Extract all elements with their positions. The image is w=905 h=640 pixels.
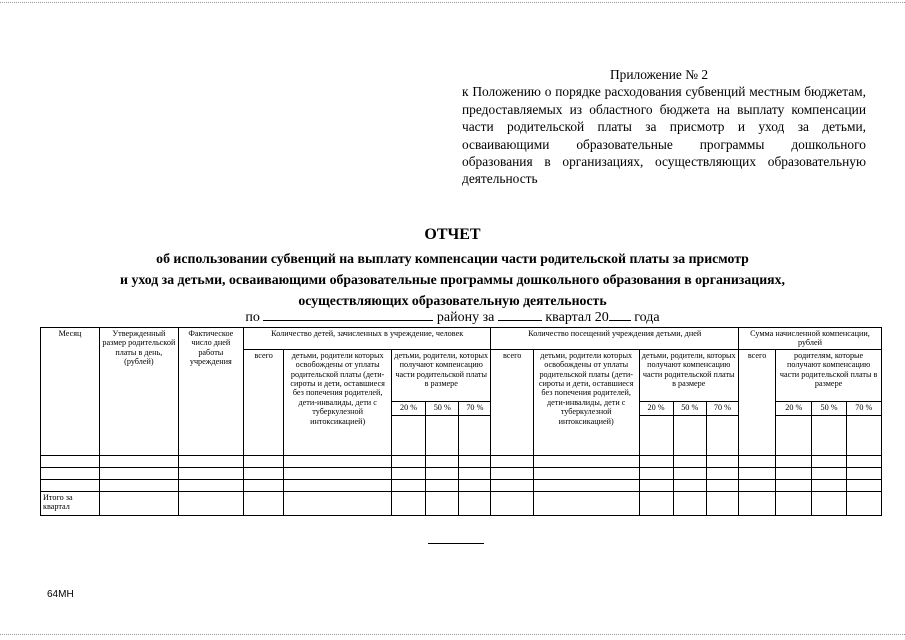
table-cell [533, 479, 639, 491]
table-cell [243, 479, 283, 491]
appendix-block [462, 66, 866, 188]
report-subtitle-line-2: и уход за детьми, осваивающими образовательные программы дошкольного образования в организациях, [120, 272, 785, 287]
table-cell [639, 467, 673, 479]
table-cell [706, 455, 738, 467]
header-children: Количество детей, зачисленных в учреждение, человек [243, 328, 491, 350]
table-cell [812, 479, 846, 491]
header-visits-pct-50: 50 % [673, 401, 706, 415]
header-children-exempt: детьми, родители которых освобождены от уплаты родительской платы (дети-сироты и дети, оставшиеся без попечения родителей, дети-инвалиды, дети с туберкулезной интоксикацией) [284, 349, 392, 455]
table-cell [41, 455, 100, 467]
header-spacer [776, 415, 812, 455]
table-cell [706, 467, 738, 479]
table-cell [100, 467, 179, 479]
quarter-blank [498, 308, 542, 321]
table-cell [738, 479, 775, 491]
district-blank [263, 308, 433, 321]
header-children-pct-20: 20 % [392, 401, 426, 415]
header-spacer [459, 415, 491, 455]
table-cell [243, 467, 283, 479]
table-cell [459, 467, 491, 479]
header-spacer [673, 415, 706, 455]
table-cell [533, 491, 639, 515]
header-children-total: всего [243, 349, 283, 455]
report-subtitle [0, 248, 905, 311]
table-cell [491, 455, 533, 467]
header-visits-exempt: детьми, родители которых освобождены от уплаты родительской платы (дети-сироты и дети, оставшиеся без попечения родителей, дети-инвалиды, дети с туберкулезной интоксикацией) [533, 349, 639, 455]
table-cell [639, 479, 673, 491]
table-cell [776, 467, 812, 479]
table-cell [491, 479, 533, 491]
year-blank [609, 308, 631, 321]
table-cell [846, 491, 881, 515]
table-cell [846, 479, 881, 491]
header-spacer [392, 415, 426, 455]
table-cell [706, 479, 738, 491]
header-rate: Утвержденный размер родительской платы в день, (рублей) [100, 328, 179, 456]
header-spacer [706, 415, 738, 455]
table-cell [846, 455, 881, 467]
scan-edge-top [0, 2, 905, 3]
appendix-text: к Положению о порядке расходования субвенций местным бюджетам, предоставляемых из областного бюджета на выплату компенсации части родительской платы за присмотр и уход за детьми, осваивающими образовательные программы дошкольного образования в организациях, осуществляющих образовательную деятельность [462, 84, 866, 187]
table-cell [178, 491, 243, 515]
table-cell [426, 491, 459, 515]
header-sum-pct-50: 50 % [812, 401, 846, 415]
header-children-receive: детьми, родители, которых получают компенсацию части родительской платы в размере [392, 349, 491, 401]
period-goda-label: года [634, 310, 660, 325]
period-kvartal-label: квартал 20 [545, 310, 609, 325]
table-cell [812, 467, 846, 479]
table-cell [243, 455, 283, 467]
table-cell [673, 467, 706, 479]
report-subtitle-line-3: осуществляющих образовательную деятельность [298, 293, 607, 308]
header-spacer [812, 415, 846, 455]
table-cell [426, 479, 459, 491]
header-visits-pct-20: 20 % [639, 401, 673, 415]
table-cell [426, 467, 459, 479]
header-spacer [846, 415, 881, 455]
table-cell [392, 479, 426, 491]
header-sum-parents: родителям, которые получают компенсацию части родительской платы в размере [776, 349, 882, 401]
header-children-pct-50: 50 % [426, 401, 459, 415]
table-cell [812, 455, 846, 467]
table-cell [673, 479, 706, 491]
header-sum-total: всего [738, 349, 775, 455]
table-cell [812, 491, 846, 515]
table-cell [639, 491, 673, 515]
table-cell [776, 455, 812, 467]
table-cell [426, 455, 459, 467]
table-cell [392, 491, 426, 515]
table-cell [459, 455, 491, 467]
table-cell [100, 455, 179, 467]
report-period-line [0, 308, 905, 326]
form-code: 64МН [47, 589, 74, 600]
table-cell [392, 467, 426, 479]
table-header-row-1 [41, 328, 882, 350]
table-cell [533, 467, 639, 479]
report-title: ОТЧЕТ [424, 226, 481, 243]
scan-edge-bottom [0, 634, 905, 635]
table-cell [243, 491, 283, 515]
table-cell [284, 491, 392, 515]
table-row [41, 467, 882, 479]
header-month: Месяц [41, 328, 100, 456]
table-cell [284, 467, 392, 479]
table-cell [284, 455, 392, 467]
report-subtitle-line-1: об использовании субвенций на выплату компенсации части родительской платы за присмотр [156, 251, 749, 266]
table-row [41, 479, 882, 491]
table-cell [639, 455, 673, 467]
period-po-label: по [245, 310, 260, 325]
table-cell [178, 479, 243, 491]
table-cell [533, 455, 639, 467]
table-cell [178, 455, 243, 467]
table-row [41, 455, 882, 467]
header-sum: Сумма начисленной компенсации, рублей [738, 328, 881, 350]
report-table [40, 327, 882, 516]
header-visits-receive: детьми, родители, которых получают компенсацию части родительской платы в размере [639, 349, 738, 401]
header-days: Фактическое число дней работы учреждения [178, 328, 243, 456]
header-visits-pct-70: 70 % [706, 401, 738, 415]
header-spacer [639, 415, 673, 455]
header-sum-pct-70: 70 % [846, 401, 881, 415]
separator-line [428, 543, 484, 544]
appendix-number: Приложение № 2 [610, 67, 709, 82]
table-cell [673, 491, 706, 515]
header-sum-pct-20: 20 % [776, 401, 812, 415]
table-cell [776, 479, 812, 491]
header-spacer [426, 415, 459, 455]
table-cell [459, 491, 491, 515]
row-total-label: Итого за квартал [41, 491, 100, 515]
table-row-total [41, 491, 882, 515]
table-cell [41, 479, 100, 491]
table-cell [673, 455, 706, 467]
table-cell [41, 467, 100, 479]
table-cell [846, 467, 881, 479]
table-cell [100, 491, 179, 515]
table-cell [706, 491, 738, 515]
header-visits-total: всего [491, 349, 533, 455]
table-cell [100, 479, 179, 491]
period-rayon-label: району за [436, 310, 495, 325]
header-visits: Количество посещений учреждения детьми, дней [491, 328, 739, 350]
table-cell [738, 491, 775, 515]
table-cell [178, 467, 243, 479]
table-cell [491, 467, 533, 479]
table-cell [392, 455, 426, 467]
table-cell [491, 491, 533, 515]
table-cell [738, 455, 775, 467]
table-cell [459, 479, 491, 491]
table-cell [738, 467, 775, 479]
table-cell [776, 491, 812, 515]
table-cell [284, 479, 392, 491]
header-children-pct-70: 70 % [459, 401, 491, 415]
